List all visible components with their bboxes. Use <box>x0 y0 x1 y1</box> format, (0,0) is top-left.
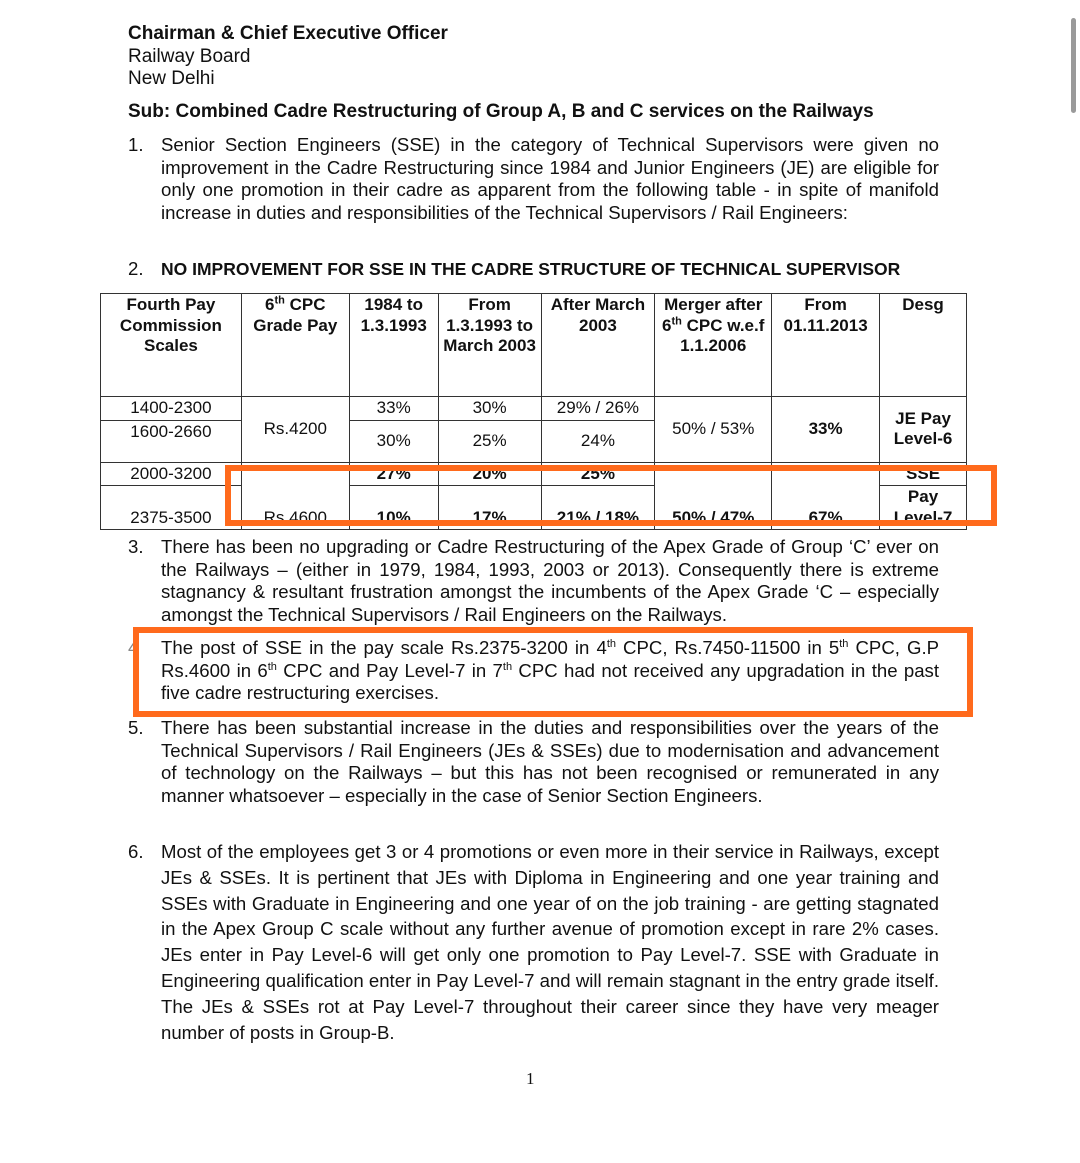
scrollbar[interactable] <box>1071 18 1076 113</box>
header-6th-cpc: 6th CPC Grade Pay <box>241 294 349 397</box>
addressee-title: Chairman & Chief Executive Officer <box>128 23 448 44</box>
paragraph-text: The post of SSE in the pay scale Rs.2375-3200 in 4th CPC, Rs.7450-11500 in 5th CPC, G.P Rs.4600 in 6th CPC and Pay Level-7 in 7th CPC had not received any upgradation in the past five cadre restructuring exercises. <box>161 637 940 704</box>
header-desg: Desg <box>880 294 967 397</box>
subject-line: Sub: Combined Cadre Restructuring of Group A, B and C services on the Railways <box>128 101 874 122</box>
paragraph-2 <box>128 258 939 281</box>
section-heading: NO IMPROVEMENT FOR SSE IN THE CADRE STRUCTURE OF TECHNICAL SUPERVISOR <box>161 259 901 279</box>
header-from-2013: From 01.11.2013 <box>772 294 880 397</box>
cell-desg: JE Pay Level-6 <box>880 397 967 463</box>
cell-grade-pay: Rs.4600 <box>241 462 349 530</box>
cell-1993: 17% <box>438 486 541 530</box>
cell-1993: 25% <box>438 420 541 462</box>
header-after-2003: After March 2003 <box>541 294 655 397</box>
cell-desg: SSE <box>880 462 967 486</box>
paragraph-text: Senior Section Engineers (SSE) in the category of Technical Supervisors were given no improvement in the Cadre Restructuring since 1984 and Junior Engineers (JE) are eligible for only one promotion in their cadre as apparent from the following table - in spite of manifold increase in duties and responsibilities of the Technical Supervisors / Rail Engineers: <box>161 134 939 224</box>
header-from-1993: From 1.3.1993 to March 2003 <box>438 294 541 397</box>
paragraph-3 <box>128 536 939 627</box>
cell-scale: 2000-3200 <box>101 462 242 486</box>
cell-scale: 1600-2660 <box>101 420 242 462</box>
header-1984: 1984 to 1.3.1993 <box>349 294 438 397</box>
cell-1984: 30% <box>349 420 438 462</box>
header-merger: Merger after 6th CPC w.e.f 1.1.2006 <box>655 294 772 397</box>
cell-scale: 2375-3500 <box>101 486 242 530</box>
paragraph-number: 6. <box>128 841 144 862</box>
header-fourth-pay: Fourth Pay Commission Scales <box>101 294 242 397</box>
cell-2003: 25% <box>541 462 655 486</box>
addressee-org: Railway Board <box>128 46 251 67</box>
cell-merger: 50% / 47% <box>655 462 772 530</box>
cell-2013: 67% <box>772 462 880 530</box>
paragraph-number: 1. <box>128 134 144 155</box>
paragraph-text: Most of the employees get 3 or 4 promotions or even more in their service in Railways, except JEs & SSEs. It is pertinent that JEs with Diploma in Engineering and one year training and SSEs with Graduate in Engineering and one year of on the job training - are getting stagnated in the Apex Group C scale without any further avenue of promotion except in rare 2% cases. JEs enter in Pay Level-6 will get only one promotion to Pay Level-7. SSE with Graduate in Engineering qualification enter in Pay Level-7 and will remain stagnant in the entry grade itself. The JEs & SSEs rot at Pay Level-7 throughout their career since they have very meager number of posts in Group-B. <box>161 841 939 1043</box>
cell-2003: 21% / 18% <box>541 486 655 530</box>
paragraph-6 <box>128 839 939 1045</box>
cell-1993: 30% <box>438 397 541 421</box>
cell-scale: 1400-2300 <box>101 397 242 421</box>
highlight-box-paragraph <box>133 627 973 717</box>
paragraph-number: 2. <box>128 258 144 279</box>
paragraph-text: There has been substantial increase in the duties and responsibilities over the years of the Technical Supervisors / Rail Engineers (JEs & SSEs) due to modernisation and advancement of technology on the Railways – but this has not been recognised or remunerated in any manner whatsoever – especially in the case of Senior Section Engineers. <box>161 717 939 807</box>
cell-2013: 33% <box>772 397 880 463</box>
cell-1984: 33% <box>349 397 438 421</box>
paragraph-1 <box>128 134 939 225</box>
paragraph-number: 3. <box>128 536 144 557</box>
paragraph-text: There has been no upgrading or Cadre Restructuring of the Apex Grade of Group ‘C’ ever on the Railways – (either in 1979, 1984, 1993, 2003 or 2013). Consequently there is extreme stagnancy & resultant frustration amongst the incumbents of the Apex Grade ‘C – especially amongst the Technical Supervisors / Rail Engineers on the Railways. <box>161 536 939 626</box>
table-header-row <box>101 294 967 397</box>
cell-1993: 20% <box>438 462 541 486</box>
cell-2003: 29% / 26% <box>541 397 655 421</box>
cell-grade-pay: Rs.4200 <box>241 397 349 463</box>
table-row <box>101 397 967 421</box>
cell-1984: 27% <box>349 462 438 486</box>
paragraph-5 <box>128 717 939 808</box>
paragraph-number: 5. <box>128 717 144 738</box>
addressee-city: New Delhi <box>128 68 215 89</box>
highlight-box-table <box>225 465 997 526</box>
cell-2003: 24% <box>541 420 655 462</box>
cell-desg: Pay Level-7 <box>880 486 967 530</box>
page-number: 1 <box>526 1069 535 1088</box>
cell-1984: 10% <box>349 486 438 530</box>
paragraph-number: 4 <box>128 637 139 658</box>
cell-merger: 50% / 53% <box>655 397 772 463</box>
